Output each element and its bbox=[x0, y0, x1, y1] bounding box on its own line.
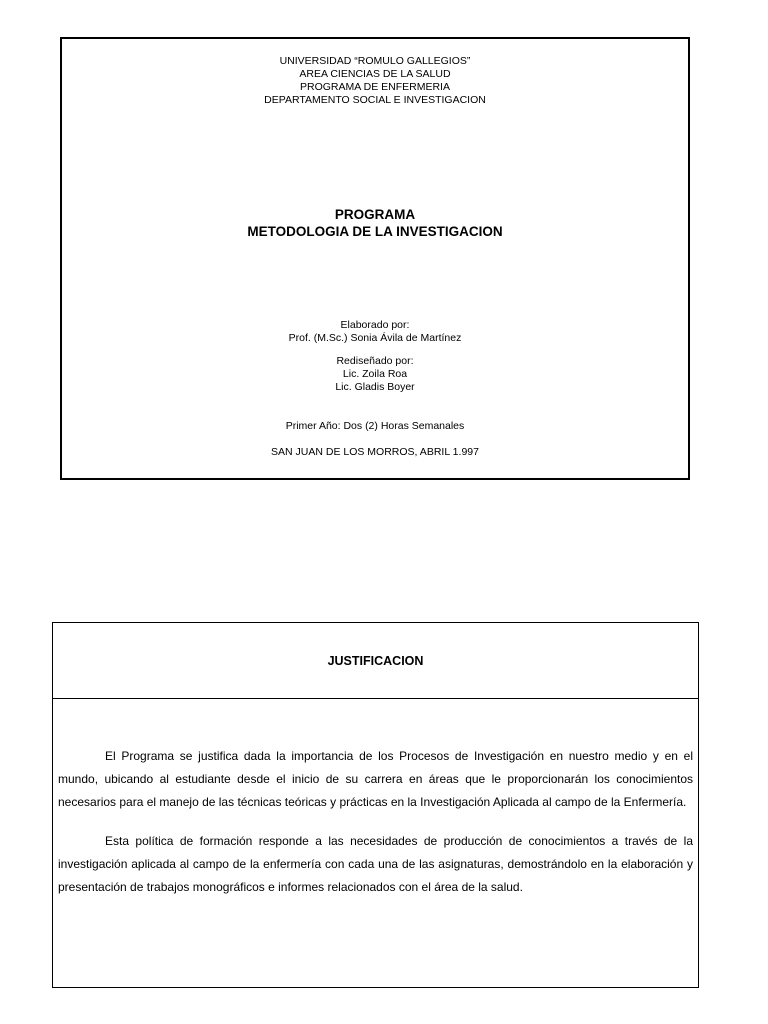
department-name: DEPARTAMENTO SOCIAL E INVESTIGACION bbox=[264, 94, 486, 106]
elaborated-author: Prof. (M.Sc.) Sonia Ávila de Martínez bbox=[288, 332, 462, 344]
document-title bbox=[62, 206, 688, 240]
course-schedule: Primer Año: Dos (2) Horas Semanales bbox=[285, 420, 465, 432]
justification-body bbox=[53, 699, 698, 899]
health-area-name: AREA CIENCIAS DE LA SALUD bbox=[299, 68, 451, 80]
university-name: UNIVERSIDAD “ROMULO GALLEGIOS” bbox=[279, 55, 471, 67]
justification-heading: JUSTIFICACION bbox=[53, 623, 698, 699]
justification-paragraph: Esta política de formación responde a las necesidades de producción de conocimientos a través de la investigación aplicada al campo de la enfermería con cada una de las asignaturas, demostrándolo en la elaboración y presentación de trabajos monográficos e informes relacionados con el área de la salud. bbox=[58, 834, 693, 894]
redesigned-author-2: Lic. Gladis Boyer bbox=[335, 381, 415, 393]
justification-paragraph: El Programa se justifica dada la importancia de los Procesos de Investigación en nuestro medio y en el mundo, ubicando al estudiante desde el inicio de su carrera en áreas que le proporcionarán los conocimientos necesarios para el manejo de las técnicas teóricas y prácticas en la Investigación Aplicada al campo de la Enfermería. bbox=[58, 749, 693, 809]
redesigned-label: Rediseñado por: bbox=[336, 355, 414, 367]
nursing-program-name: PROGRAMA DE ENFERMERIA bbox=[300, 81, 450, 93]
title-line-subject: METODOLOGIA DE LA INVESTIGACION bbox=[247, 224, 503, 239]
justification-section bbox=[52, 622, 699, 988]
institution-header bbox=[62, 55, 688, 107]
elaborated-label: Elaborado por: bbox=[340, 319, 410, 331]
title-line-program: PROGRAMA bbox=[334, 207, 416, 222]
credits-block bbox=[62, 319, 688, 394]
redesigned-author-1: Lic. Zoila Roa bbox=[342, 368, 408, 380]
place-and-date: SAN JUAN DE LOS MORROS, ABRIL 1.997 bbox=[271, 446, 479, 458]
cover-page-box bbox=[60, 37, 690, 480]
